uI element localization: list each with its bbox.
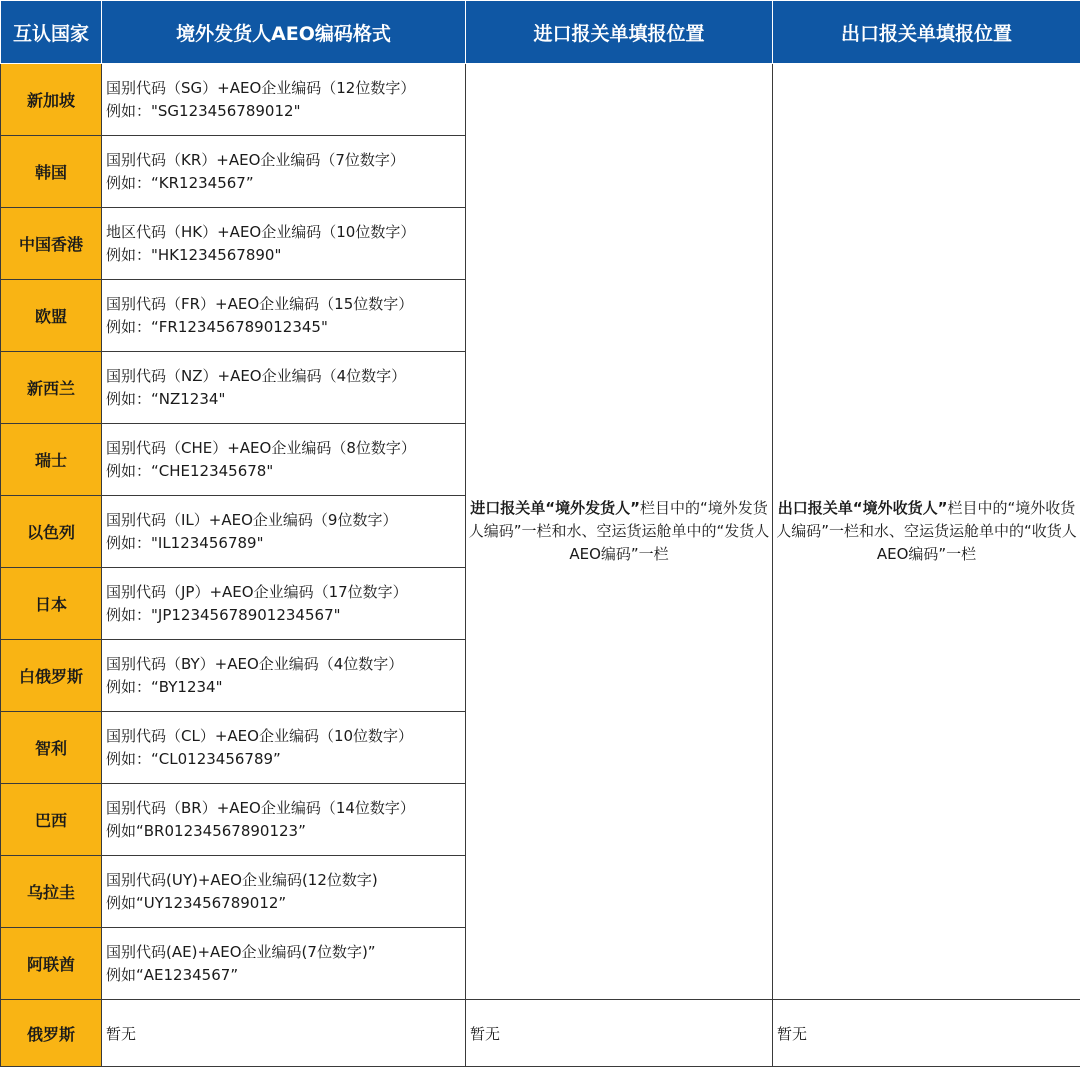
- example-line: 例如：“BY1234": [106, 677, 223, 696]
- format-cell: [102, 64, 466, 136]
- format-cell: [102, 784, 466, 856]
- export-position-bold: 出口报关单“境外收货人”: [777, 499, 948, 517]
- country-cell: 中国香港: [1, 208, 102, 280]
- format-cell: [102, 568, 466, 640]
- example-line: 例如："JP12345678901234567": [106, 605, 341, 624]
- format-line: 国别代码（BR）+AEO企业编码（14位数字）: [106, 798, 415, 817]
- example-line: 例如："HK1234567890": [106, 245, 282, 264]
- header-aeo-format: 境外发货人AEO编码格式: [102, 1, 466, 64]
- import-position-cell: [466, 64, 773, 1000]
- header-country: 互认国家: [1, 1, 102, 64]
- example-line: 例如："IL123456789": [106, 533, 264, 552]
- table-row-russia: [1, 1000, 1080, 1067]
- country-cell: 瑞士: [1, 424, 102, 496]
- export-position-cell: [773, 64, 1080, 1000]
- country-cell: 巴西: [1, 784, 102, 856]
- example-line: 例如“UY123456789012”: [106, 893, 287, 912]
- country-cell: 阿联酋: [1, 928, 102, 1000]
- table-row: [1, 64, 1080, 136]
- format-line: 国别代码（CHE）+AEO企业编码（8位数字）: [106, 438, 416, 457]
- example-line: 例如“BR01234567890123”: [106, 821, 306, 840]
- format-line: 国别代码(UY)+AEO企业编码(12位数字): [106, 870, 378, 889]
- format-line: 国别代码（BY）+AEO企业编码（4位数字）: [106, 654, 404, 673]
- header-import-position: 进口报关单填报位置: [466, 1, 773, 64]
- country-cell: 以色列: [1, 496, 102, 568]
- example-line: 例如：“KR1234567”: [106, 173, 254, 192]
- format-cell: [102, 208, 466, 280]
- format-line: 国别代码（IL）+AEO企业编码（9位数字）: [106, 510, 398, 529]
- format-cell: [102, 640, 466, 712]
- format-line: 国别代码（FR）+AEO企业编码（15位数字）: [106, 294, 414, 313]
- format-cell: [102, 856, 466, 928]
- format-cell: [102, 352, 466, 424]
- format-cell: [102, 136, 466, 208]
- country-cell: 新加坡: [1, 64, 102, 136]
- country-cell: 白俄罗斯: [1, 640, 102, 712]
- example-line: 例如：“CL0123456789”: [106, 749, 281, 768]
- country-cell: 乌拉圭: [1, 856, 102, 928]
- example-line: 例如：“CHE12345678": [106, 461, 274, 480]
- country-cell: 日本: [1, 568, 102, 640]
- example-line: 例如：“NZ1234": [106, 389, 226, 408]
- format-cell: [102, 928, 466, 1000]
- country-cell: 欧盟: [1, 280, 102, 352]
- format-cell: [102, 496, 466, 568]
- format-cell: 暂无: [102, 1000, 466, 1067]
- country-cell: 韩国: [1, 136, 102, 208]
- format-line: 国别代码(AE)+AEO企业编码(7位数字)”: [106, 942, 376, 961]
- format-line: 国别代码（KR）+AEO企业编码（7位数字）: [106, 150, 405, 169]
- format-cell: [102, 424, 466, 496]
- format-line: 国别代码（CL）+AEO企业编码（10位数字）: [106, 726, 414, 745]
- import-position-bold: 进口报关单“境外发货人”: [470, 499, 640, 517]
- import-position-cell: 暂无: [466, 1000, 773, 1067]
- example-line: 例如：“FR123456789012345": [106, 317, 328, 336]
- export-position-cell: 暂无: [773, 1000, 1080, 1067]
- format-line: 国别代码（SG）+AEO企业编码（12位数字）: [106, 78, 416, 97]
- header-row: [1, 1, 1080, 64]
- country-cell: 新西兰: [1, 352, 102, 424]
- format-line: 国别代码（JP）+AEO企业编码（17位数字）: [106, 582, 408, 601]
- format-cell: [102, 712, 466, 784]
- format-line: 国别代码（NZ）+AEO企业编码（4位数字）: [106, 366, 407, 385]
- export-position-text: 栏目中的“境外收货人编码”一栏和水、空运货运舱单中的“收货人AEO编码”一栏: [776, 499, 1077, 563]
- format-line: 地区代码（HK）+AEO企业编码（10位数字）: [106, 222, 416, 241]
- import-position-text: 栏目中的“境外发货人编码”一栏和水、空运货运舱单中的“发货人AEO编码”一栏: [468, 499, 770, 563]
- country-cell: 俄罗斯: [1, 1000, 102, 1067]
- example-line: 例如“AE1234567”: [106, 965, 239, 984]
- format-cell: [102, 280, 466, 352]
- header-export-position: 出口报关单填报位置: [773, 1, 1080, 64]
- example-line: 例如："SG123456789012": [106, 101, 301, 120]
- country-cell: 智利: [1, 712, 102, 784]
